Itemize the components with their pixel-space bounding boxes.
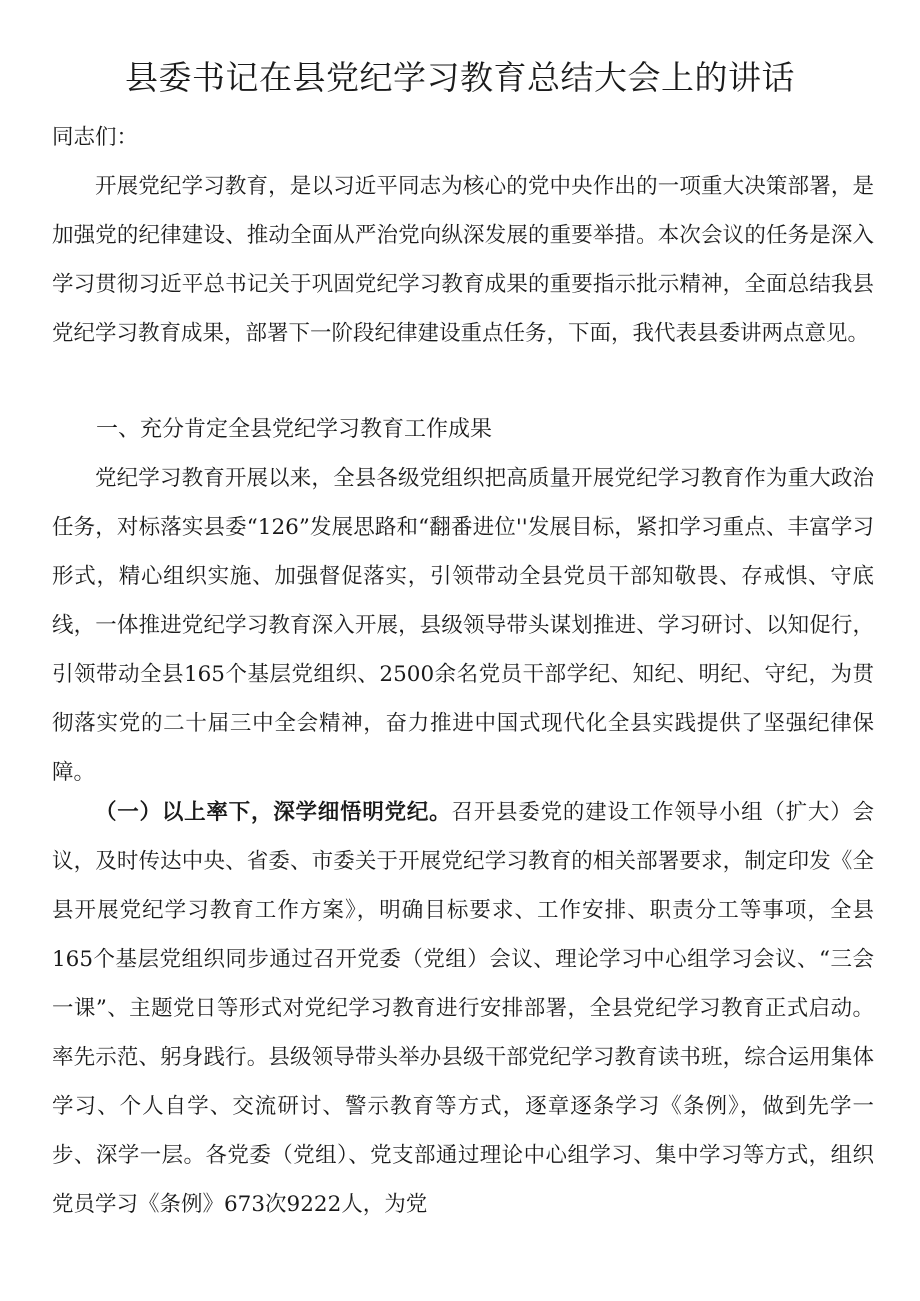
paragraph-intro: 开展党纪学习教育，是以习近平同志为核心的党中央作出的一项重大决策部署，是加强党的纪律建设、推动全面从严治党向纵深发展的重要举措。本次会议的任务是深入学习贯彻习近平总书记关于巩固党纪学习教育成果的重要指示批示精神，全面总结我县党纪学习教育成果，部署下一阶段纪律建设重点任务，下面，我代表县委讲两点意见。 <box>52 174 874 346</box>
paragraph-achievements: 党纪学习教育开展以来，全县各级党组织把高质量开展党纪学习教育作为重大政治任务，对标落实县委“126”发展思路和“翻番进位''发展目标，紧扣学习重点、丰富学习形式，精心组织实施、加强督促落实，引领带动全县党员干部知敬畏、存戒惧、守底线，一体推进党纪学习教育深入开展，县级领导带头谋划推进、学习研讨、以知促行，引领带动全县165个基层党组织、2500余名党员干部学纪、知纪、明纪、守纪，为贯彻落实党的二十届三中全会精神，奋力推进中国式现代化全县实践提供了坚强纪律保障。 <box>52 466 874 785</box>
document-title: 县委书记在县党纪学习教育总结大会上的讲话 <box>125 58 795 97</box>
section-heading-1: 一、充分肯定全县党纪学习教育工作成果 <box>96 417 493 442</box>
subsection-body: 召开县委党的建设工作领导小组（扩大）会议，及时传达中央、省委、市委关于开展党纪学习教育的相关部署要求，制定印发《全县开展党纪学习教育工作方案》，明确目标要求、工作安排、职责分工等事项，全县165个基层党组织同步通过召开党委（党组）会议、理论学习中心组学习会议、“三会一课”、主题党日等形式对党纪学习教育进行安排部署，全县党纪学习教育正式启动。率先示范、躬身践行。县级领导带头举办县级干部党纪学习教育读书班，综合运用集体学习、个人自学、交流研讨、警示教育等方式，逐章逐条学习《条例》，做到先学一步、深学一层。各党委（党组）、党支部通过理论中心组学习、集中学习等方式，组织党员学习《条例》673次9222人，为党 <box>52 800 874 1217</box>
paragraph-subsection-1 <box>52 788 874 1229</box>
salutation: 同志们： <box>52 125 139 150</box>
subsection-lead: （一）以上率下，深学细悟明党纪。 <box>95 800 452 825</box>
